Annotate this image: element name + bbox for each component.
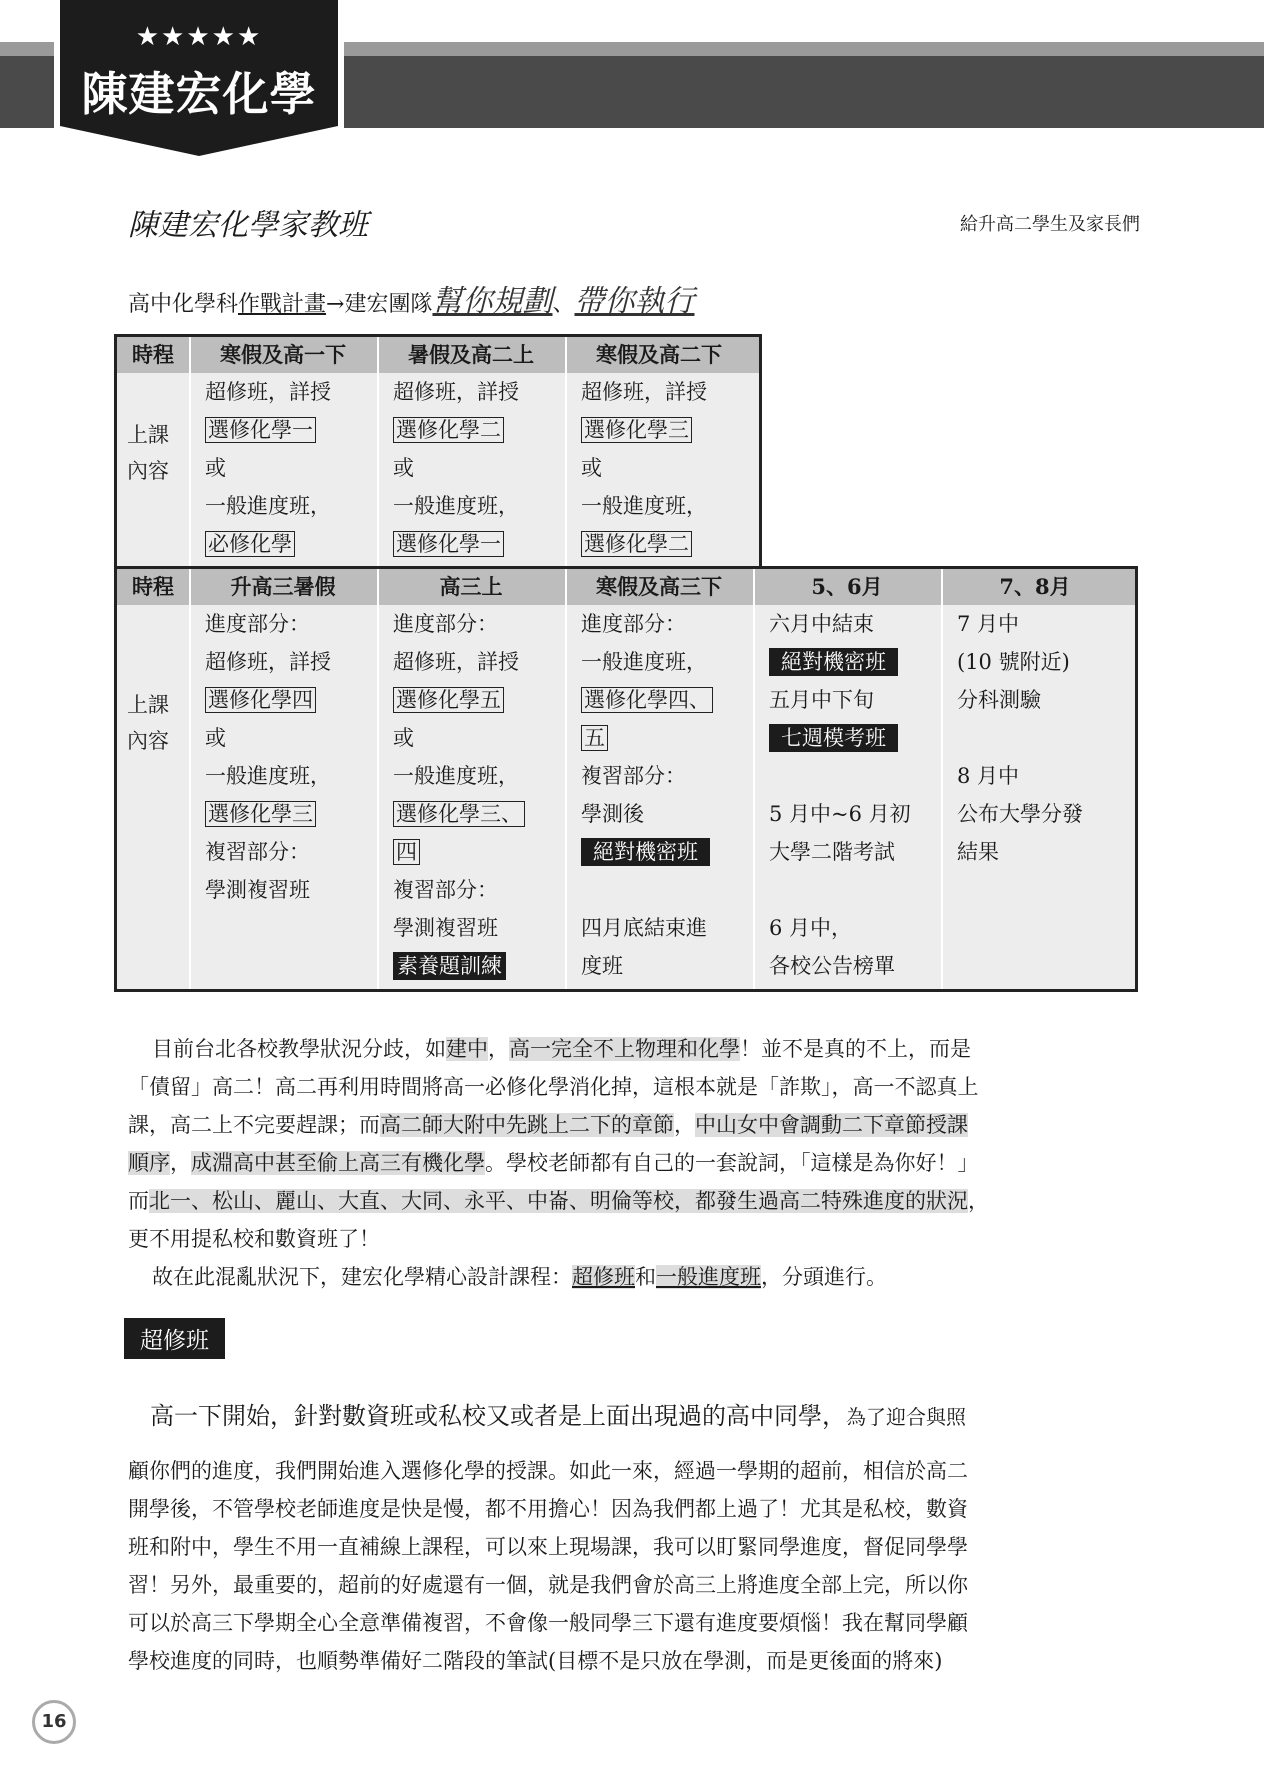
plan-text: 高中化學科 xyxy=(128,292,239,317)
boxed-course: 選修化學二 xyxy=(581,531,692,557)
cell-line: 或 xyxy=(393,456,414,480)
cell-line: 或 xyxy=(205,456,226,480)
header-cell: 高三上 xyxy=(439,574,503,599)
cell-line: 超修班，詳授 xyxy=(581,380,707,404)
boxed-course: 選修化學四 xyxy=(205,687,316,713)
inverted-label: 絕對機密班 xyxy=(769,648,898,676)
header-cell: 7、8月 xyxy=(999,574,1071,599)
cell-line: 進度部分： xyxy=(393,612,498,636)
header-cell: 寒假及高三下 xyxy=(596,574,722,599)
column-divider xyxy=(941,569,943,989)
plan-handwritten: 幫你規劃 xyxy=(432,284,553,319)
cell-line: 各校公告榜單 xyxy=(769,954,895,978)
cell-line: 分科測驗 xyxy=(957,688,1041,712)
cell-line: 5 月中~6 月初 xyxy=(769,802,911,826)
plan-underlined: 作戰計畫 xyxy=(238,292,327,317)
header-cell: 寒假及高一下 xyxy=(220,342,346,367)
header-cell: 寒假及高二下 xyxy=(596,342,722,367)
column-divider xyxy=(565,337,567,569)
plan-handwritten: 帶你執行 xyxy=(574,284,695,319)
page-title: 陳建宏化學家教班 xyxy=(128,208,368,243)
cell-line: 一般進度班， xyxy=(581,650,707,674)
column-divider xyxy=(377,569,379,989)
boxed-course: 選修化學三 xyxy=(581,417,692,443)
cell-line: 6 月中， xyxy=(769,916,853,940)
boxed-course: 選修化學二 xyxy=(393,417,504,443)
boxed-course: 四 xyxy=(393,839,420,865)
brand-badge xyxy=(54,0,344,162)
row-label: 上課內容 xyxy=(127,423,169,483)
cell-line: 一般進度班， xyxy=(581,494,707,518)
cell-line: (10 號附近) xyxy=(957,650,1070,674)
column-divider xyxy=(565,569,567,989)
boxed-course: 選修化學一 xyxy=(393,531,504,557)
body-line: 可以於高三下學期全心全意準備複習，不會像一般同學三下還有進度要煩惱！我在幫同學顧 xyxy=(128,1611,968,1635)
cell-line: 一般進度班， xyxy=(205,764,331,788)
cell-line: 或 xyxy=(581,456,602,480)
column-divider xyxy=(189,337,191,569)
lead-sentence xyxy=(150,1396,966,1431)
boxed-course: 五 xyxy=(581,725,608,751)
body-paragraph xyxy=(128,1452,1148,1680)
body-line: 習！另外，最重要的，超前的好處還有一個，就是我們會於高三上將進度全部上完，所以你 xyxy=(128,1573,968,1597)
plan-line xyxy=(128,276,694,320)
boxed-course: 選修化學五 xyxy=(393,687,504,713)
column-divider xyxy=(753,569,755,989)
column-divider xyxy=(377,337,379,569)
cell-line: 學測複習班 xyxy=(205,878,310,902)
cell-line: 超修班，詳授 xyxy=(393,380,519,404)
body-line: 開學後，不管學校老師進度是快是慢，都不用擔心！因為我們都上過了！尤其是私校，數資 xyxy=(128,1497,968,1521)
boxed-course: 選修化學三、 xyxy=(393,801,525,827)
cell-line: 五月中下旬 xyxy=(769,688,874,712)
inverted-label: 七週模考班 xyxy=(769,724,898,752)
boxed-course: 選修化學四、 xyxy=(581,687,713,713)
body-line: 班和附中，學生不用一直補線上課程，可以來上現場課，我可以盯緊同學進度，督促同學學 xyxy=(128,1535,968,1559)
header-cell: 時程 xyxy=(132,574,174,599)
header-cell: 時程 xyxy=(132,342,174,367)
cell-line: 學測複習班 xyxy=(393,916,498,940)
header-cell: 暑假及高二上 xyxy=(408,342,534,367)
cell-line: 或 xyxy=(205,726,226,750)
inverted-label: 素養題訓練 xyxy=(393,952,506,980)
cell-line: 一般進度班， xyxy=(393,494,519,518)
cell-line: 結果 xyxy=(957,840,999,864)
column-divider xyxy=(189,569,191,989)
cell-line: 超修班，詳授 xyxy=(205,380,331,404)
cell-line: 學測後 xyxy=(581,802,644,826)
table-header-row xyxy=(117,569,1135,605)
cell-line: 進度部分： xyxy=(205,612,310,636)
lead-text: 高一下開始，針對數資班或私校又或者是上面出現過的高中同學， xyxy=(150,1402,846,1430)
schedule-table-1 xyxy=(114,334,762,569)
row-label: 上課內容 xyxy=(127,693,169,753)
brand-name: 陳建宏化學 xyxy=(81,67,317,121)
plan-text: 、 xyxy=(552,292,575,317)
cell-line: 超修班，詳授 xyxy=(393,650,519,674)
cell-line: 複習部分： xyxy=(393,878,498,902)
cell-line: 六月中結束 xyxy=(769,612,874,636)
cell-line: 四月底結束進 xyxy=(581,916,707,940)
section-tag: 超修班 xyxy=(124,1318,225,1359)
header-cell: 升高三暑假 xyxy=(230,574,336,599)
cell-line: 超修班，詳授 xyxy=(205,650,331,674)
table-header-row xyxy=(117,337,759,373)
intro-paragraph: 目前台北各校教學狀況分歧，如建中，高一完全不上物理和化學！並不是真的不上，而是 「債留」高二！高二再利用時間將高一必修化學消化掉，這根本就是「詐欺」，高一不認真上 課，高二上不完要趕課；而高二師大附中先跳上二下的章節，中山女中會調動二下章節授課 順序，成淵高中甚至偷上高三有機化學。學校老師都有自己的一套說詞，「這樣是為你好！」 而北一、松山、麗山、大直、大同、永平、中崙、明倫等校，都發生過高二特殊進度的狀況， 更不用提私校和數資班了！ 故在此混亂狀況下，建宏化學精心設計課程：超修班和一般進度班，分頭進行。 xyxy=(128,1037,989,1289)
cell-line: 一般進度班， xyxy=(205,494,331,518)
page-number: 16 xyxy=(32,1700,76,1744)
body-line: 學校進度的同時，也順勢準備好二階段的筆試(目標不是只放在學測，而是更後面的將來) xyxy=(128,1649,943,1673)
cell-line: 進度部分： xyxy=(581,612,686,636)
header-cell: 5、6月 xyxy=(811,574,883,599)
boxed-course: 選修化學一 xyxy=(205,417,316,443)
boxed-course: 選修化學三 xyxy=(205,801,316,827)
schedule-table-2 xyxy=(114,566,1138,992)
cell-line: 7 月中 xyxy=(957,612,1020,636)
cell-line: 或 xyxy=(393,726,414,750)
cell-line: 公布大學分發 xyxy=(957,802,1083,826)
inverted-label: 絕對機密班 xyxy=(581,838,710,866)
boxed-course: 必修化學 xyxy=(205,531,295,557)
plan-text: →建宏團隊 xyxy=(326,292,433,317)
cell-line: 一般進度班， xyxy=(393,764,519,788)
cell-line: 複習部分： xyxy=(581,764,686,788)
cell-line: 大學二階考試 xyxy=(769,840,895,864)
audience-note: 給升高二學生及家長們 xyxy=(960,214,1140,235)
lead-text-small: 為了迎合與照 xyxy=(846,1405,966,1429)
body-line: 顧你們的進度，我們開始進入選修化學的授課。如此一來，經過一學期的超前，相信於高二 xyxy=(128,1459,968,1483)
cell-line: 8 月中 xyxy=(957,764,1020,788)
cell-line: 複習部分： xyxy=(205,840,310,864)
brand-stars-icon: ★★★★★ xyxy=(135,22,263,52)
cell-line: 度班 xyxy=(581,954,623,978)
